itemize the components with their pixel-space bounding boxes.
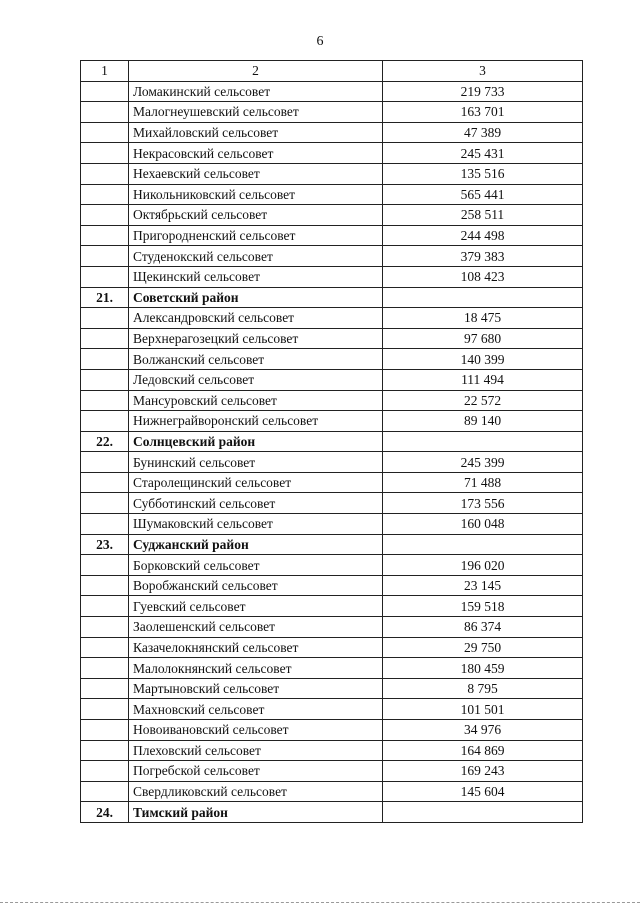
row-value: 18 475 (383, 308, 583, 329)
row-value: 34 976 (383, 720, 583, 741)
row-name: Ломакинский сельсовет (129, 81, 383, 102)
row-number (81, 514, 129, 535)
table-row (81, 617, 583, 638)
row-number (81, 658, 129, 679)
row-name: Нехаевский сельсовет (129, 163, 383, 184)
table-row (81, 143, 583, 164)
table-row (81, 102, 583, 123)
row-number (81, 369, 129, 390)
row-name: Свердликовский сельсовет (129, 781, 383, 802)
row-value: 135 516 (383, 163, 583, 184)
district-row (81, 431, 583, 452)
table-body (81, 81, 583, 822)
table-row (81, 390, 583, 411)
row-name: Студенокский сельсовет (129, 246, 383, 267)
row-number (81, 225, 129, 246)
row-value: 111 494 (383, 369, 583, 390)
row-name: Воробжанский сельсовет (129, 575, 383, 596)
row-number (81, 81, 129, 102)
table-row (81, 411, 583, 432)
row-number (81, 328, 129, 349)
row-value (383, 431, 583, 452)
district-row (81, 802, 583, 823)
row-value: 23 145 (383, 575, 583, 596)
row-name: Верхнерагозецкий сельсовет (129, 328, 383, 349)
row-value: 108 423 (383, 266, 583, 287)
row-value: 173 556 (383, 493, 583, 514)
row-value (383, 534, 583, 555)
row-number (81, 266, 129, 287)
row-name: Махновский сельсовет (129, 699, 383, 720)
row-value: 258 511 (383, 205, 583, 226)
table-header-row (81, 61, 583, 82)
table-row (81, 699, 583, 720)
row-number (81, 637, 129, 658)
row-name: Гуевский сельсовет (129, 596, 383, 617)
district-row (81, 534, 583, 555)
row-value: 244 498 (383, 225, 583, 246)
row-number (81, 390, 129, 411)
row-value: 97 680 (383, 328, 583, 349)
row-value (383, 802, 583, 823)
row-value: 29 750 (383, 637, 583, 658)
row-name: Казачелокнянский сельсовет (129, 637, 383, 658)
row-name: Мартыновский сельсовет (129, 678, 383, 699)
row-number (81, 720, 129, 741)
row-number (81, 617, 129, 638)
row-name: Пригородненский сельсовет (129, 225, 383, 246)
table-row (81, 452, 583, 473)
row-number (81, 678, 129, 699)
row-value: 160 048 (383, 514, 583, 535)
row-name: Советский район (129, 287, 383, 308)
row-value: 379 383 (383, 246, 583, 267)
row-name: Малолокнянский сельсовет (129, 658, 383, 679)
row-number (81, 411, 129, 432)
row-name: Волжанский сельсовет (129, 349, 383, 370)
row-name: Шумаковский сельсовет (129, 514, 383, 535)
row-name: Александровский сельсовет (129, 308, 383, 329)
row-number (81, 555, 129, 576)
table-row (81, 246, 583, 267)
row-number: 23. (81, 534, 129, 555)
row-value: 86 374 (383, 617, 583, 638)
table-row (81, 369, 583, 390)
row-value: 164 869 (383, 740, 583, 761)
table-row (81, 122, 583, 143)
row-number: 24. (81, 802, 129, 823)
row-name: Малогнеушевский сельсовет (129, 102, 383, 123)
table-row (81, 761, 583, 782)
table-row (81, 472, 583, 493)
row-name: Субботинский сельсовет (129, 493, 383, 514)
district-row (81, 287, 583, 308)
row-value: 565 441 (383, 184, 583, 205)
row-number (81, 472, 129, 493)
row-number (81, 184, 129, 205)
row-value: 196 020 (383, 555, 583, 576)
row-name: Погребской сельсовет (129, 761, 383, 782)
row-name: Тимский район (129, 802, 383, 823)
row-value: 180 459 (383, 658, 583, 679)
table-row (81, 555, 583, 576)
row-number (81, 761, 129, 782)
table-row (81, 514, 583, 535)
row-name: Заолешенский сельсовет (129, 617, 383, 638)
page-number: 6 (316, 34, 324, 49)
table-row (81, 596, 583, 617)
row-number (81, 699, 129, 720)
row-value: 159 518 (383, 596, 583, 617)
row-number (81, 163, 129, 184)
row-name: Октябрьский сельсовет (129, 205, 383, 226)
page-bottom-divider (0, 902, 640, 903)
header-col-2: 2 (129, 61, 383, 82)
table-row (81, 575, 583, 596)
header-col-1: 1 (81, 61, 129, 82)
row-number (81, 575, 129, 596)
allocation-table (80, 60, 583, 823)
row-value: 101 501 (383, 699, 583, 720)
row-value: 219 733 (383, 81, 583, 102)
table-row (81, 740, 583, 761)
table-row (81, 349, 583, 370)
row-value: 163 701 (383, 102, 583, 123)
row-name: Новоивановский сельсовет (129, 720, 383, 741)
row-value: 140 399 (383, 349, 583, 370)
row-name: Некрасовский сельсовет (129, 143, 383, 164)
row-value: 169 243 (383, 761, 583, 782)
row-name: Плеховский сельсовет (129, 740, 383, 761)
row-value: 245 399 (383, 452, 583, 473)
table-row (81, 81, 583, 102)
row-name: Бунинский сельсовет (129, 452, 383, 473)
row-value: 47 389 (383, 122, 583, 143)
row-number (81, 596, 129, 617)
row-name: Щекинский сельсовет (129, 266, 383, 287)
row-number: 21. (81, 287, 129, 308)
table-row (81, 328, 583, 349)
table-row (81, 658, 583, 679)
row-number (81, 246, 129, 267)
row-value: 22 572 (383, 390, 583, 411)
row-value: 8 795 (383, 678, 583, 699)
row-name: Ледовский сельсовет (129, 369, 383, 390)
row-value: 245 431 (383, 143, 583, 164)
row-value: 145 604 (383, 781, 583, 802)
table-row (81, 678, 583, 699)
table-row (81, 720, 583, 741)
table-row (81, 781, 583, 802)
table-row (81, 225, 583, 246)
row-value (383, 287, 583, 308)
row-number (81, 143, 129, 164)
table-row (81, 205, 583, 226)
row-number (81, 740, 129, 761)
row-number (81, 349, 129, 370)
row-number (81, 781, 129, 802)
row-number (81, 205, 129, 226)
row-number (81, 452, 129, 473)
table-row (81, 184, 583, 205)
row-name: Старолещинский сельсовет (129, 472, 383, 493)
row-name: Нижнеграйворонский сельсовет (129, 411, 383, 432)
row-name: Никольниковский сельсовет (129, 184, 383, 205)
row-number (81, 122, 129, 143)
row-name: Борковский сельсовет (129, 555, 383, 576)
row-name: Солнцевский район (129, 431, 383, 452)
table-row (81, 266, 583, 287)
row-name: Суджанский район (129, 534, 383, 555)
row-name: Михайловский сельсовет (129, 122, 383, 143)
row-value: 71 488 (383, 472, 583, 493)
row-number (81, 308, 129, 329)
row-number (81, 493, 129, 514)
row-name: Мансуровский сельсовет (129, 390, 383, 411)
row-number: 22. (81, 431, 129, 452)
table-row (81, 493, 583, 514)
row-number (81, 102, 129, 123)
header-col-3: 3 (383, 61, 583, 82)
table-row (81, 163, 583, 184)
table-row (81, 637, 583, 658)
table-row (81, 308, 583, 329)
row-value: 89 140 (383, 411, 583, 432)
